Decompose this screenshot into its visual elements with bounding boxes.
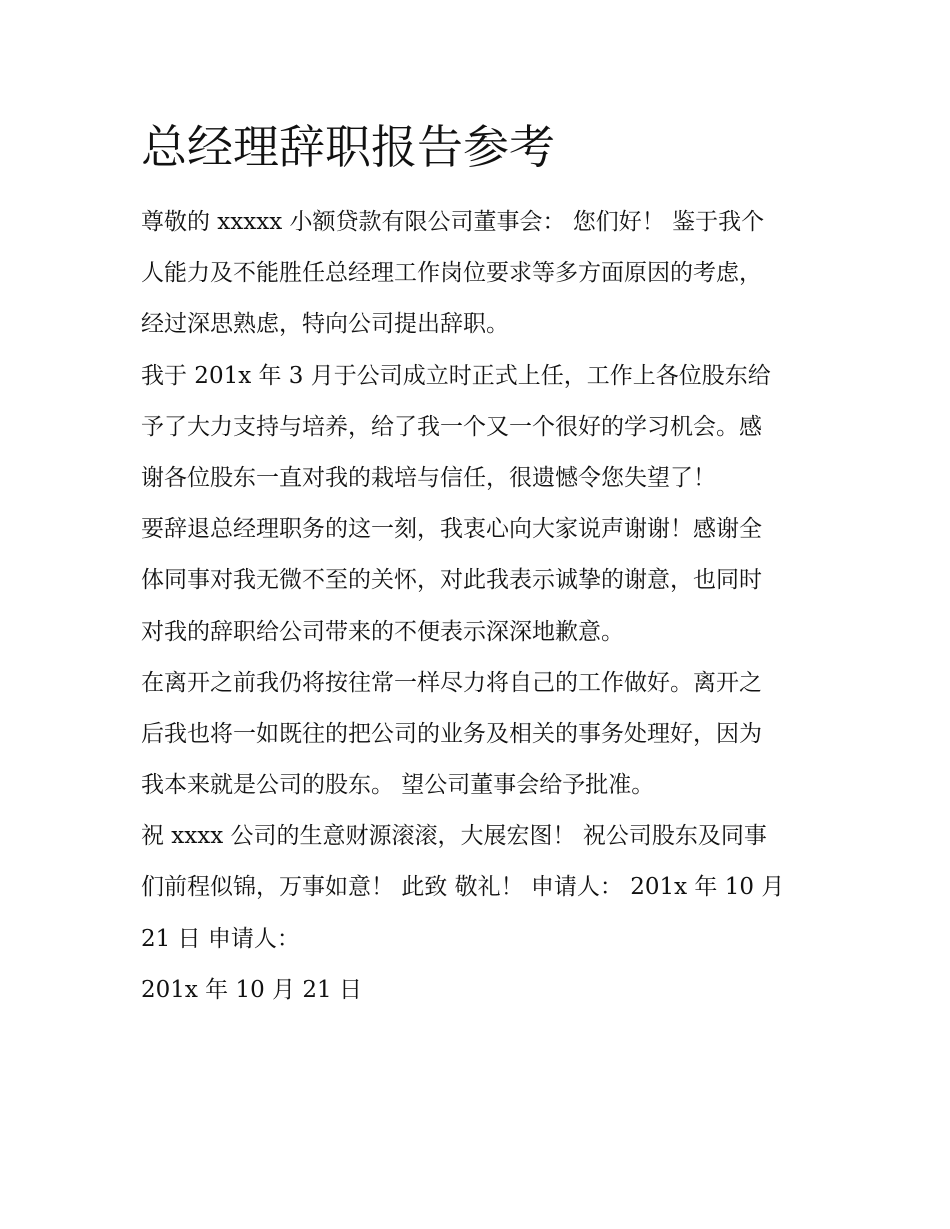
text-line: 要辞退总经理职务的这一刻，我衷心向大家说声谢谢！感谢全 bbox=[141, 516, 762, 543]
letter-body bbox=[141, 197, 821, 1016]
text-line: 后我也将一如既往的把公司的业务及相关的事务处理好，因为 bbox=[141, 720, 762, 747]
signature-date: 201x 年 10 月 21 日 bbox=[141, 976, 362, 1003]
text-line: 体同事对我无微不至的关怀，对此我表示诚挚的谢意，也同时 bbox=[141, 567, 762, 594]
text-line: 在离开之前我仍将按往常一样尽力将自己的工作做好。离开之 bbox=[141, 669, 762, 696]
text-line: 们前程似锦，万事如意！ 此致 敬礼！ 申请人： 201x 年 10 月 bbox=[141, 874, 785, 901]
text-line: 人能力及不能胜任总经理工作岗位要求等多方面原因的考虑， bbox=[141, 260, 762, 287]
document-title: 总经理辞职报告参考 bbox=[141, 120, 555, 174]
text-line: 经过深思熟虑，特向公司提出辞职。 bbox=[141, 311, 509, 338]
text-line: 予了大力支持与培养，给了我一个又一个很好的学习机会。感 bbox=[141, 413, 762, 440]
text-line: 尊敬的 xxxxx 小额贷款有限公司董事会： 您们好！ 鉴于我个 bbox=[141, 209, 765, 235]
text-line: 我于 201x 年 3 月于公司成立时正式上任，工作上各位股东给 bbox=[141, 362, 771, 389]
text-line: 对我的辞职给公司带来的不便表示深深地歉意。 bbox=[141, 618, 624, 645]
text-line: 我本来就是公司的股东。 望公司董事会给予批准。 bbox=[141, 772, 655, 799]
text-line: 祝 xxxx 公司的生意财源滚滚，大展宏图！ 祝公司股东及同事 bbox=[141, 823, 767, 850]
text-line: 21 日 申请人： bbox=[141, 925, 300, 952]
text-line: 谢各位股东一直对我的栽培与信任，很遗憾令您失望了！ bbox=[141, 464, 716, 491]
